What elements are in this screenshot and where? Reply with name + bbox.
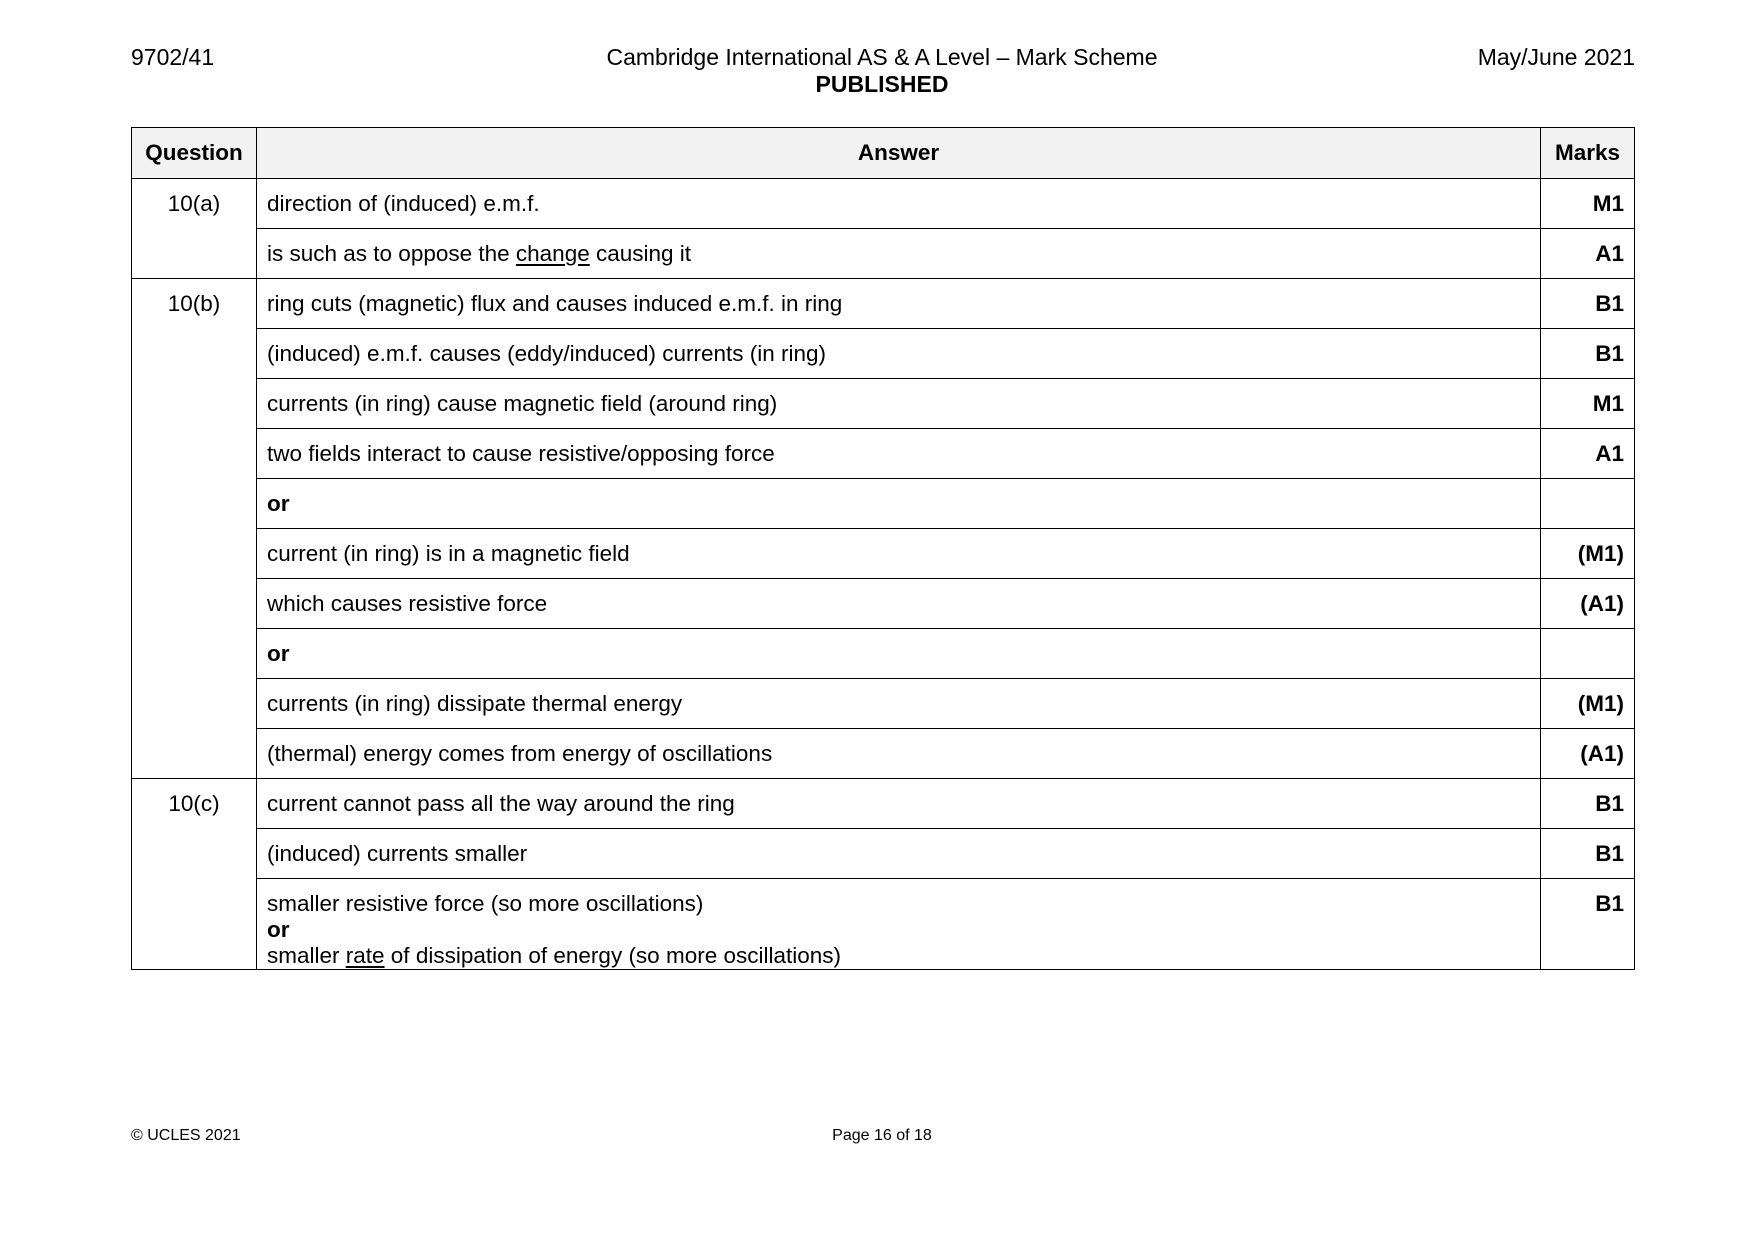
marks-cell: A1 bbox=[1541, 429, 1635, 479]
table-row bbox=[132, 579, 1635, 629]
page-number: Page 16 of 18 bbox=[832, 1127, 932, 1144]
publication-status: PUBLISHED bbox=[815, 71, 949, 97]
column-header-marks: Marks bbox=[1541, 128, 1635, 179]
table-row bbox=[132, 379, 1635, 429]
answer-line: smaller resistive force (so more oscillations) bbox=[267, 891, 704, 916]
table-row bbox=[132, 779, 1635, 829]
answer-cell: which causes resistive force bbox=[257, 579, 1541, 629]
paper-code: 9702/41 bbox=[131, 44, 215, 70]
marks-cell: (A1) bbox=[1541, 729, 1635, 779]
marks-cell: B1 bbox=[1541, 329, 1635, 379]
answer-text: causing it bbox=[589, 241, 692, 266]
question-number: 10(a) bbox=[132, 179, 257, 279]
table-row bbox=[132, 879, 1635, 970]
table-row bbox=[132, 729, 1635, 779]
copyright-notice: © UCLES 2021 bbox=[131, 1127, 241, 1144]
marks-cell bbox=[1541, 629, 1635, 679]
table-row bbox=[132, 479, 1635, 529]
marks-cell: M1 bbox=[1541, 179, 1635, 229]
marks-cell: B1 bbox=[1541, 829, 1635, 879]
document-title: Cambridge International AS & A Level – Mark Scheme bbox=[606, 44, 1158, 70]
answer-cell: (thermal) energy comes from energy of oscillations bbox=[257, 729, 1541, 779]
marks-cell: B1 bbox=[1541, 279, 1635, 329]
table-row bbox=[132, 529, 1635, 579]
question-number: 10(c) bbox=[132, 779, 257, 970]
answer-underlined-text: change bbox=[515, 241, 590, 266]
answer-cell: direction of (induced) e.m.f. bbox=[257, 179, 1541, 229]
mark-scheme-table bbox=[131, 127, 1635, 970]
table-header-row bbox=[132, 128, 1635, 179]
table-row bbox=[132, 279, 1635, 329]
answer-text: is such as to oppose the bbox=[267, 241, 516, 266]
table-row bbox=[132, 429, 1635, 479]
table-row bbox=[132, 629, 1635, 679]
table-row bbox=[132, 179, 1635, 229]
alternative-separator: or bbox=[257, 629, 1541, 679]
answer-cell: current cannot pass all the way around the ring bbox=[257, 779, 1541, 829]
marks-cell: (M1) bbox=[1541, 679, 1635, 729]
marks-cell: M1 bbox=[1541, 379, 1635, 429]
answer-cell bbox=[257, 229, 1541, 279]
answer-underlined-text: rate bbox=[345, 943, 385, 968]
answer-cell: ring cuts (magnetic) flux and causes induced e.m.f. in ring bbox=[257, 279, 1541, 329]
marks-cell: (A1) bbox=[1541, 579, 1635, 629]
alternative-separator: or bbox=[257, 479, 1541, 529]
answer-cell: (induced) currents smaller bbox=[257, 829, 1541, 879]
marks-cell: B1 bbox=[1541, 879, 1635, 970]
answer-text: smaller bbox=[267, 943, 346, 968]
answer-cell: two fields interact to cause resistive/opposing force bbox=[257, 429, 1541, 479]
column-header-answer: Answer bbox=[257, 128, 1541, 179]
answer-cell: current (in ring) is in a magnetic field bbox=[257, 529, 1541, 579]
table-row bbox=[132, 679, 1635, 729]
marks-cell: (M1) bbox=[1541, 529, 1635, 579]
answer-cell: currents (in ring) dissipate thermal energy bbox=[257, 679, 1541, 729]
answer-line bbox=[267, 943, 1530, 969]
exam-session: May/June 2021 bbox=[1477, 44, 1635, 70]
table-row bbox=[132, 829, 1635, 879]
column-header-question: Question bbox=[132, 128, 257, 179]
question-number: 10(b) bbox=[132, 279, 257, 779]
marks-cell: B1 bbox=[1541, 779, 1635, 829]
marks-cell bbox=[1541, 479, 1635, 529]
answer-cell bbox=[257, 879, 1541, 970]
marks-cell: A1 bbox=[1541, 229, 1635, 279]
table-row bbox=[132, 329, 1635, 379]
alternative-separator: or bbox=[267, 917, 290, 942]
answer-text: of dissipation of energy (so more oscillations) bbox=[384, 943, 842, 968]
table-row bbox=[132, 229, 1635, 279]
answer-cell: (induced) e.m.f. causes (eddy/induced) currents (in ring) bbox=[257, 329, 1541, 379]
answer-cell: currents (in ring) cause magnetic field (around ring) bbox=[257, 379, 1541, 429]
